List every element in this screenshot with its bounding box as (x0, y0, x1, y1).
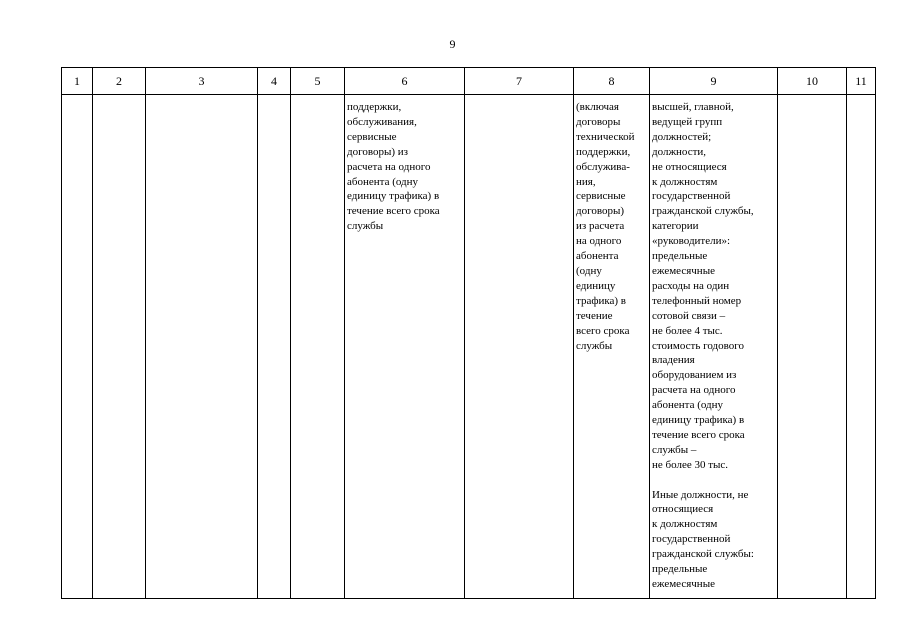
column-header: 10 (778, 68, 847, 95)
table-cell-col2 (93, 95, 146, 599)
requirements-table (61, 67, 876, 599)
column-header: 11 (847, 68, 876, 95)
table-cell-col9: высшей, главной, ведущей групп должностей; должности, не относящиеся к должностям государственной гражданской службы, категории «руководители»: предельные ежемесячные расходы на один телефонный номер сотовой связи – не более 4 тыс. стоимость годового владения оборудованием из расчета на одного абонента (одну единицу трафика) в течение всего срока службы – не более 30 тыс. Иные должности, не относящиеся к должностям государственной гражданской службы: предельные ежемесячные (650, 95, 778, 599)
column-header: 5 (291, 68, 345, 95)
column-header: 2 (93, 68, 146, 95)
table-cell-col3 (146, 95, 258, 599)
table-cell-col8: (включая договоры технической поддержки, обслужива- ния, сервисные договоры) из расчета на одного абонента (одну единицу трафика) в течение всего срока службы (574, 95, 650, 599)
table-cell-col5 (291, 95, 345, 599)
column-header: 6 (345, 68, 465, 95)
column-header: 7 (465, 68, 574, 95)
column-header: 4 (258, 68, 291, 95)
table-cell-col1 (62, 95, 93, 599)
column-header: 3 (146, 68, 258, 95)
table-header-row (62, 68, 876, 95)
table-cell-col6: поддержки, обслуживания, сервисные договоры) из расчета на одного абонента (одну единицу трафика) в течение всего срока службы (345, 95, 465, 599)
column-header: 1 (62, 68, 93, 95)
table-cell-col11 (847, 95, 876, 599)
table-cell-col7 (465, 95, 574, 599)
column-header: 8 (574, 68, 650, 95)
column-header: 9 (650, 68, 778, 95)
table-cell-col4 (258, 95, 291, 599)
table-cell-col10 (778, 95, 847, 599)
table-row (62, 95, 876, 599)
page-number: 9 (449, 37, 456, 51)
